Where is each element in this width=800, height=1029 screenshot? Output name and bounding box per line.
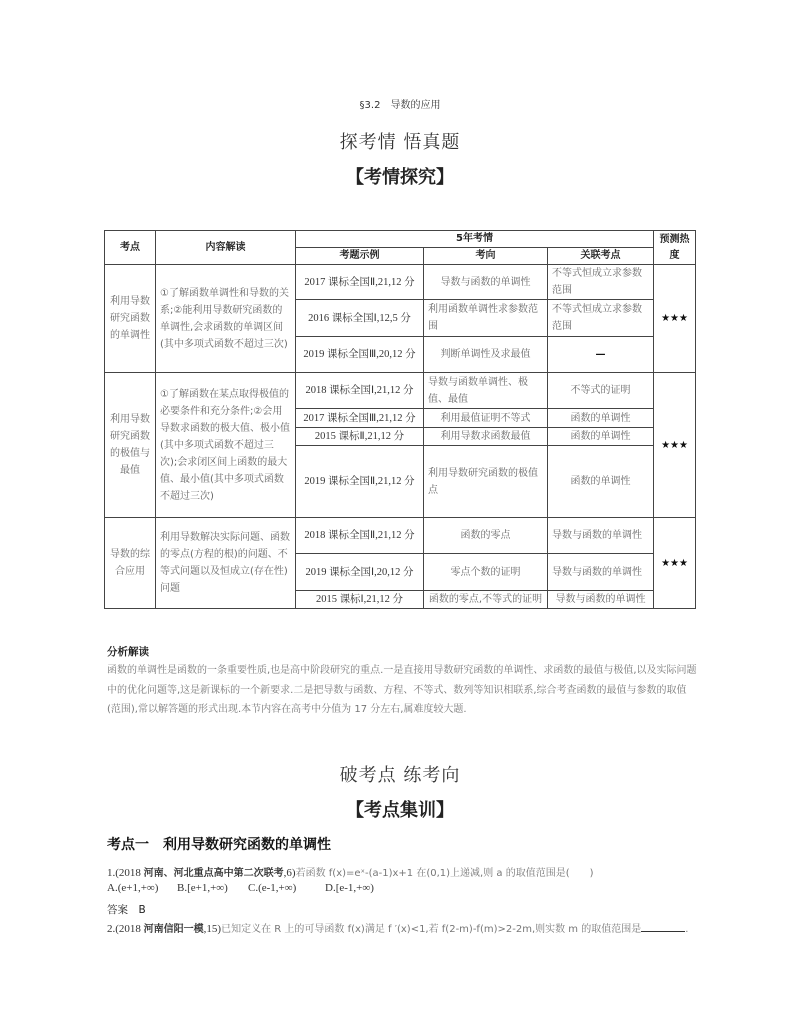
related-cell: 导数与函数的单调性 [548, 518, 654, 554]
option-d: D.[e-1,+∞) [325, 882, 374, 894]
table-row [105, 373, 696, 409]
example-cell: 2018 课标全国Ⅰ,21,12 分 [296, 373, 424, 409]
analysis-title: 分析解读 [107, 646, 149, 658]
q1-source-tail: ,6) [283, 867, 296, 879]
forecast-stars: ★★★ [654, 373, 696, 518]
heading-exam-analysis: 【考情探究】 [346, 167, 454, 188]
exam-analysis-table [104, 230, 696, 609]
example-cell: 2019 课标全国Ⅲ,20,12 分 [296, 337, 424, 373]
question-1 [107, 864, 594, 879]
heading-explore: 探考情 悟真题 [339, 132, 461, 153]
question-2 [107, 920, 688, 935]
example-cell: 2018 课标全国Ⅱ,21,12 分 [296, 518, 424, 554]
kaodian-cell: 利用导数研究函数的单调性 [105, 265, 156, 373]
related-cell: 函数的单调性 [548, 409, 654, 428]
header-forecast: 预测热度 [654, 231, 696, 265]
q2-source: 河南信阳一模 [143, 924, 204, 935]
header-kaodian: 考点 [105, 231, 156, 265]
related-cell: 不等式恒成立求参数范围 [548, 265, 654, 300]
q2-number: 2.(2018 [107, 923, 144, 935]
q2-tail: . [685, 924, 689, 935]
option-a: A.(e+1,+∞) [107, 882, 159, 894]
direction-cell: 导数与函数单调性、极值、最值 [424, 373, 548, 409]
option-c: C.(e-1,+∞) [248, 882, 297, 894]
q1-text: 若函数 f(x)=eˣ-(a-1)x+1 在(0,1)上递减,则 a 的取值范围是( ) [295, 868, 594, 879]
direction-cell: 利用导数研究函数的极值点 [424, 446, 548, 518]
related-cell: 函数的单调性 [548, 428, 654, 446]
kaodian-title: 考点一 利用导数研究函数的单调性 [107, 837, 331, 853]
option-b: B.[e+1,+∞) [177, 882, 228, 894]
q1-source: 河南、河北重点高中第二次联考 [143, 868, 284, 879]
table-row [105, 265, 696, 300]
direction-cell: 利用导数求函数最值 [424, 428, 548, 446]
answer-blank[interactable] [641, 921, 685, 932]
neirong-cell: ①了解函数在某点取得极值的必要条件和充分条件;②会用导数求函数的极大值、极小值(其中多项式函数不超过三次);会求闭区间上函数的最大值、最小值(其中多项式函数不超过三次) [156, 373, 296, 518]
example-cell: 2015 课标Ⅰ,21,12 分 [296, 591, 424, 609]
related-cell: 函数的单调性 [548, 446, 654, 518]
related-cell: 不等式恒成立求参数范围 [548, 300, 654, 337]
direction-cell: 利用函数单调性求参数范围 [424, 300, 548, 337]
example-cell: 2017 课标全国Ⅱ,21,12 分 [296, 265, 424, 300]
direction-cell: 判断单调性及求最值 [424, 337, 548, 373]
forecast-stars: ★★★ [654, 265, 696, 373]
kaodian-cell: 利用导数研究函数的极值与最值 [105, 373, 156, 518]
q2-source-tail: ,15) [203, 923, 222, 935]
direction-cell: 函数的零点,不等式的证明 [424, 591, 548, 609]
related-cell: 不等式的证明 [548, 373, 654, 409]
direction-cell: 利用最值证明不等式 [424, 409, 548, 428]
header-direction: 考向 [424, 248, 548, 265]
forecast-stars: ★★★ [654, 518, 696, 609]
q2-text: 已知定义在 R 上的可导函数 f(x)满足 f ′(x)<1,若 f(2-m)-f(m)>2-2m,则实数 m 的取值范围是 [221, 924, 642, 935]
direction-cell: 零点个数的证明 [424, 554, 548, 591]
heading-practice: 破考点 练考向 [339, 765, 461, 786]
answer: 答案 B [107, 904, 146, 916]
analysis-text: 函数的单调性是函数的一条重要性质,也是高中阶段研究的重点.一是直接用导数研究函数的单调性、求函数的最值与极值,以及实际问题中的优化问题等,这是新课标的一个新要求.二是把导数与函数、方程、不等式、数列等知识相联系,综合考查函数的最值与参数的取值(范围),常以解答题的形式出现.本节内容在高考中分值为 17 分左右,属难度较大题. [107, 665, 697, 715]
example-cell: 2015 课标Ⅱ,21,12 分 [296, 428, 424, 446]
table-row [105, 518, 696, 554]
example-cell: 2016 课标全国Ⅰ,12,5 分 [296, 300, 424, 337]
neirong-cell: 利用导数解决实际问题、函数的零点(方程的根)的问题、不等式问题以及恒成立(存在性)问题 [156, 518, 296, 609]
related-cell: — [548, 337, 654, 373]
example-cell: 2017 课标全国Ⅲ,21,12 分 [296, 409, 424, 428]
header-neirong: 内容解读 [156, 231, 296, 265]
neirong-cell: ①了解函数单调性和导数的关系;②能利用导数研究函数的单调性,会求函数的单调区间(其中多项式函数不超过三次) [156, 265, 296, 373]
header-example: 考题示例 [296, 248, 424, 265]
related-cell: 导数与函数的单调性 [548, 554, 654, 591]
section-number: §3.2 导数的应用 [359, 100, 441, 111]
header-related: 关联考点 [548, 248, 654, 265]
q1-number: 1.(2018 [107, 867, 144, 879]
direction-cell: 函数的零点 [424, 518, 548, 554]
related-cell: 导数与函数的单调性 [548, 591, 654, 609]
header-five-year: 5年考情 [296, 231, 654, 248]
example-cell: 2019 课标全国Ⅱ,21,12 分 [296, 446, 424, 518]
heading-training: 【考点集训】 [346, 800, 454, 821]
kaodian-cell: 导数的综合应用 [105, 518, 156, 609]
direction-cell: 导数与函数的单调性 [424, 265, 548, 300]
example-cell: 2019 课标全国Ⅰ,20,12 分 [296, 554, 424, 591]
